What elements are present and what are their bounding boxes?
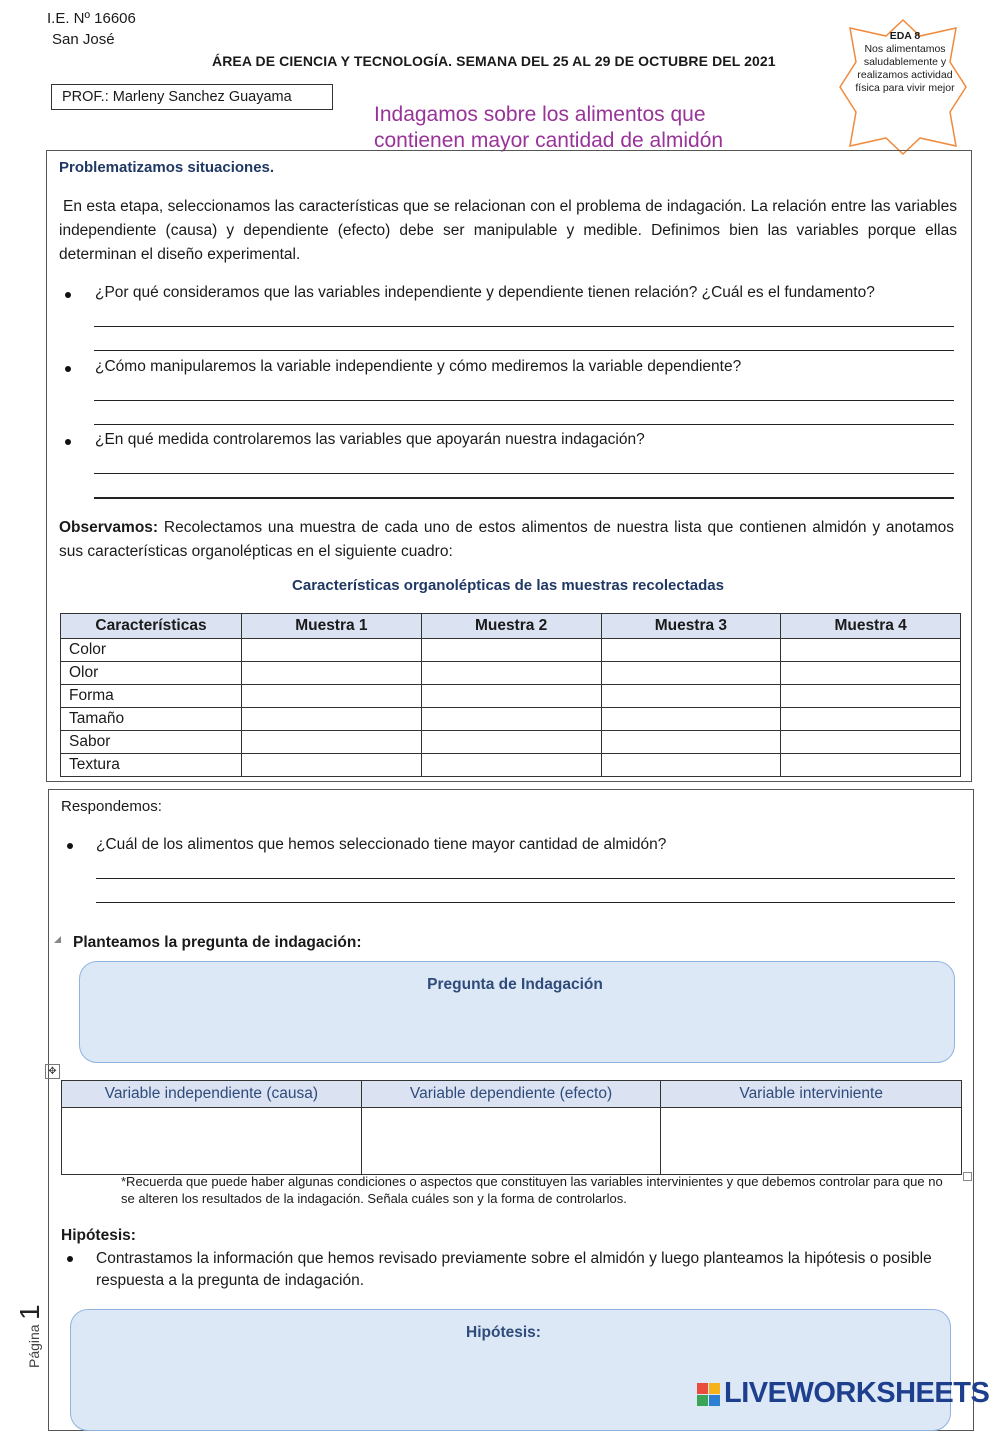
eda-badge-text [850,30,960,95]
respond-question: ¿Cuál de los alimentos que hemos seleccionado tiene mayor cantidad de almidón? [96,836,667,853]
respond-label: Respondemos: [61,798,162,815]
input-cell[interactable] [781,662,961,685]
variables-note: *Recuerda que puede haber algunas condiciones o aspectos que constituyen las variables intervinientes y que debemos controlar para que no se alteren los resultados de la indagación. Señala cuáles son y la forma de controlarlos. [121,1174,943,1206]
input-cell[interactable] [781,754,961,777]
observe-paragraph [59,516,954,564]
input-cell[interactable] [62,1108,362,1175]
answer-line[interactable] [94,473,954,474]
school-location: San José [52,31,115,48]
question-3: ¿En qué medida controlaremos las variables que apoyarán nuestra indagación? [95,431,645,448]
school-name: I.E. Nº 16606 [47,10,136,27]
input-cell[interactable] [242,731,422,754]
answer-line[interactable] [94,424,954,425]
answer-line[interactable] [96,902,955,903]
liveworksheets-logo-icon [697,1383,721,1407]
eda-title: EDA 8 [889,30,921,42]
inquiry-question-box[interactable] [79,961,955,1063]
input-cell[interactable] [781,708,961,731]
bullet-icon [65,292,71,298]
row-label-color: Color [61,639,242,662]
input-cell[interactable] [601,731,781,754]
page-number: 1 [14,1304,45,1320]
input-cell[interactable] [421,708,601,731]
table-row [61,731,961,754]
liveworksheets-logo-text: LIVEWORKSHEETS [724,1377,990,1409]
organoleptic-table [60,613,961,777]
hypothesis-label: Hipótesis: [61,1227,136,1244]
answer-line[interactable] [94,400,954,401]
collapse-triangle-icon[interactable] [54,936,61,943]
page-word: Página [26,1324,42,1368]
area-title: ÁREA DE CIENCIA Y TECNOLOGÍA. SEMANA DEL 25 AL 29 DE OCTUBRE DEL 2021 [212,53,776,69]
table-row [61,708,961,731]
page-indicator [14,1304,46,1368]
question-1: ¿Por qué consideramos que las variables independiente y dependiente tienen relación? ¿Cuál es el fundamento? [95,284,875,301]
table-row [61,754,961,777]
bullet-icon [67,1256,73,1262]
input-cell[interactable] [601,708,781,731]
inquiry-label: Planteamos la pregunta de indagación: [73,934,362,951]
section-title-problematizamos: Problematizamos situaciones. [59,159,275,176]
input-cell[interactable] [421,685,601,708]
header-caracteristicas: Características [61,614,242,639]
row-label-sabor: Sabor [61,731,242,754]
table-resize-handle[interactable] [963,1172,972,1181]
answer-line[interactable] [96,878,955,879]
table-header-row [61,614,961,639]
question-2: ¿Cómo manipularemos la variable independiente y cómo mediremos la variable dependiente? [95,358,742,375]
table-row [61,639,961,662]
header-variable-independiente: Variable independiente (causa) [62,1081,362,1108]
variables-table [61,1080,962,1175]
input-cell[interactable] [242,754,422,777]
teacher-box: PROF.: Marleny Sanchez Guayama [51,84,333,110]
input-cell[interactable] [781,685,961,708]
table-row [61,662,961,685]
topic-title-line1: Indagamos sobre los alimentos que [374,103,706,126]
bullet-icon [65,366,71,372]
table-title: Características organolépticas de las muestras recolectadas [292,577,724,594]
header-muestra-1: Muestra 1 [242,614,422,639]
input-cell[interactable] [661,1108,962,1175]
header-variable-dependiente: Variable dependiente (efecto) [361,1081,661,1108]
input-cell[interactable] [242,662,422,685]
row-label-textura: Textura [61,754,242,777]
hypothesis-text: Contrastamos la información que hemos revisado previamente sobre el almidón y luego planteamos la hipótesis o posible respuesta a la pregunta de indagación. [96,1250,932,1289]
variables-input-row [62,1108,962,1175]
table-row [61,685,961,708]
header-muestra-2: Muestra 2 [421,614,601,639]
header-muestra-3: Muestra 3 [601,614,781,639]
input-cell[interactable] [361,1108,661,1175]
topic-title-line2: contienen mayor cantidad de almidón [374,129,724,152]
intro-paragraph: En esta etapa, seleccionamos las características que se relacionan con el problema de indagación. La relación entre las variables independiente (causa) y dependiente (efecto) debe ser manipulable y medible. Definimos bien las variables porque ellas determinan el diseño experimental. [59,198,957,263]
input-cell[interactable] [242,639,422,662]
input-cell[interactable] [421,639,601,662]
input-cell[interactable] [601,685,781,708]
bullet-icon [65,439,71,445]
eda-description: Nos alimentamos saludablemente y realizamos actividad física para vivir mejor [855,43,955,94]
answer-line[interactable] [94,326,954,327]
row-label-olor: Olor [61,662,242,685]
input-cell[interactable] [421,754,601,777]
row-label-forma: Forma [61,685,242,708]
input-cell[interactable] [781,731,961,754]
input-cell[interactable] [601,754,781,777]
header-muestra-4: Muestra 4 [781,614,961,639]
row-label-tamano: Tamaño [61,708,242,731]
input-cell[interactable] [601,639,781,662]
table-move-icon[interactable]: ✥ [45,1064,60,1079]
input-cell[interactable] [242,685,422,708]
observe-text: Recolectamos una muestra de cada uno de estos alimentos de nuestra lista que contienen almidón y anotamos sus características organolépticas en el siguiente cuadro: [59,519,954,560]
input-cell[interactable] [421,662,601,685]
hypothesis-box-title: Hipótesis: [466,1324,541,1341]
input-cell[interactable] [421,731,601,754]
inquiry-box-title: Pregunta de Indagación [427,976,603,993]
answer-line[interactable] [94,497,954,499]
header-variable-interviniente: Variable interviniente [661,1081,962,1108]
observe-label: Observamos: [59,519,159,536]
input-cell[interactable] [781,639,961,662]
variables-header-row [62,1081,962,1108]
input-cell[interactable] [601,662,781,685]
answer-line[interactable] [94,350,954,351]
input-cell[interactable] [242,708,422,731]
bullet-icon [67,843,73,849]
